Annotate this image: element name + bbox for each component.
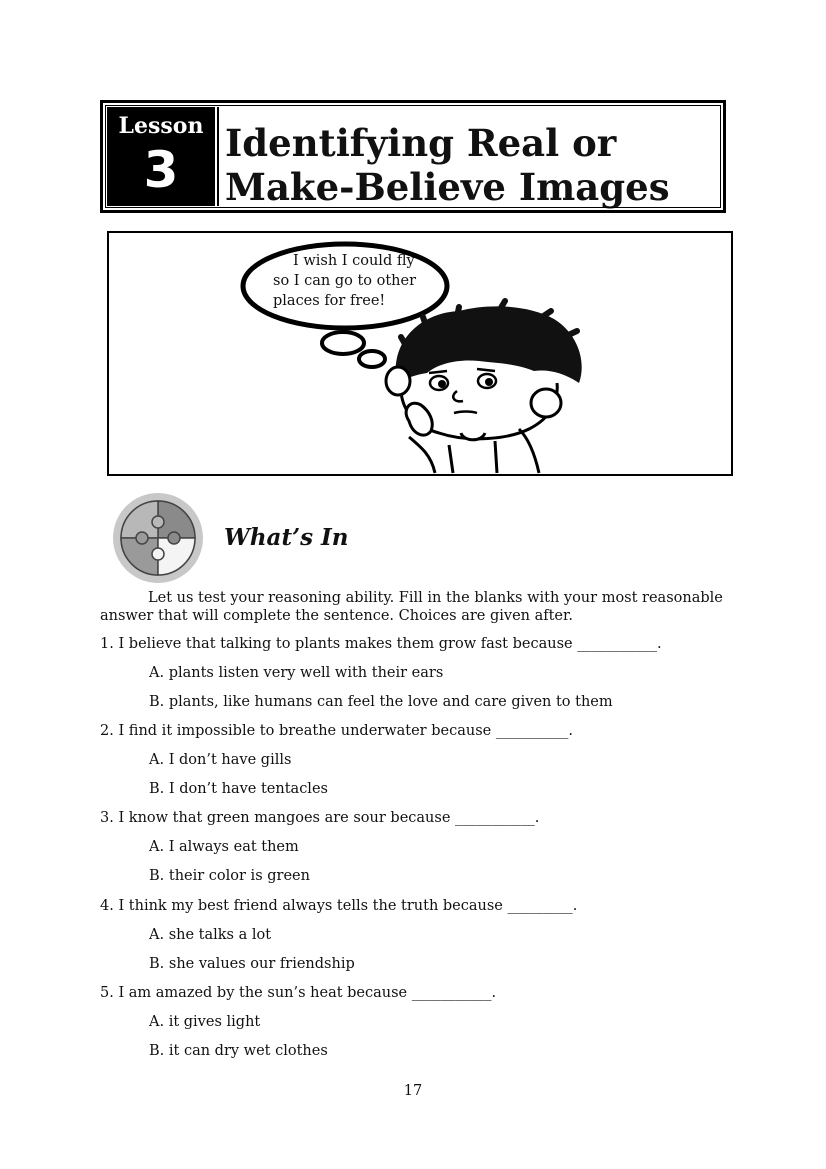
lesson-badge <box>107 107 215 206</box>
question-2: 2. I find it impossible to breathe underwater because __________. <box>100 723 573 739</box>
lesson-number: 3 <box>143 141 179 199</box>
question-4-choice-b: B. she values our friendship <box>149 956 355 972</box>
question-3-choice-a: A. I always eat them <box>149 839 299 855</box>
question-4-choice-a: A. she talks a lot <box>149 927 272 943</box>
question-3-choice-b: B. their color is green <box>149 868 310 884</box>
question-5: 5. I am amazed by the sun’s heat because ___________. <box>100 985 497 1001</box>
question-3: 3. I know that green mangoes are sour because ___________. <box>100 810 540 826</box>
puzzle-icon <box>112 492 204 584</box>
question-2-choice-a: A. I don’t have gills <box>149 752 292 768</box>
question-1: 1. I believe that talking to plants makes them grow fast because ___________. <box>100 636 662 652</box>
title-line-2: Make-Believe Images <box>225 165 670 209</box>
question-4: 4. I think my best friend always tells the truth because _________. <box>100 898 578 914</box>
intro-line-1: Let us test your reasoning ability. Fill in the blanks with your most reasonable <box>148 590 723 606</box>
page-title <box>217 107 719 209</box>
question-5-choice-a: A. it gives light <box>149 1014 261 1030</box>
page-number: 17 <box>403 1083 423 1099</box>
bubble-line-1: I wish I could fly <box>293 253 415 269</box>
question-2-choice-b: B. I don’t have tentacles <box>149 781 328 797</box>
lesson-header <box>100 100 726 213</box>
question-1-choice-a: A. plants listen very well with their ears <box>149 665 444 681</box>
bubble-line-2: so I can go to other <box>273 273 417 289</box>
thought-bubble-text <box>273 251 429 311</box>
intro-line-2: answer that will complete the sentence. Choices are given after. <box>100 608 573 624</box>
question-1-choice-b: B. plants, like humans can feel the love and care given to them <box>149 694 613 710</box>
lesson-label: Lesson <box>118 113 204 139</box>
bubble-line-3: places for free! <box>273 293 386 309</box>
illustration-panel <box>107 231 733 476</box>
title-line-1: Identifying Real or <box>225 121 617 165</box>
question-5-choice-b: B. it can dry wet clothes <box>149 1043 328 1059</box>
section-title: What’s In <box>224 524 349 551</box>
intro-paragraph <box>100 589 730 625</box>
